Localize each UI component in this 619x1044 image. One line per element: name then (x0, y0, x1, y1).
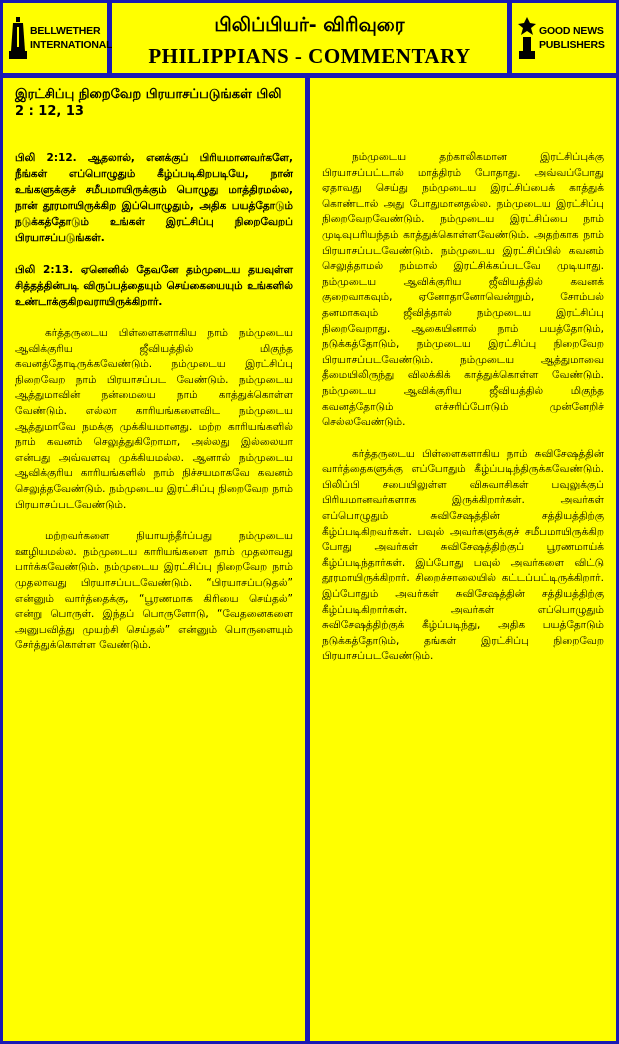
right-logo-line1: GOOD NEWS (539, 25, 604, 37)
right-logo-text (539, 24, 605, 52)
right-logo-line2: PUBLISHERS (539, 39, 605, 51)
left-column (3, 78, 305, 1041)
left-logo-line2: INTERNATIONAL (30, 39, 113, 51)
commentary-paragraph: மற்றவர்களை நியாயந்தீர்ப்பது நம்முடைய ஊழியமல்ல. நம்முடைய காரியங்களை நாம் முதலாவது பார்க்கவேண்டும். நம்முடைய இரட்சிப்பு நிறைவேற நாம் முதலாவது பிரயாசப்படவேண்டும். “பிரயாசப்படுதல்” என்னும் வார்த்தைக்கு, “பூரணமாக கிரியை செய்தல்” என்று பொருள். இந்தப் பொருளோடு, “வேதனைகளை அனுபவித்து முயற்சி செய்தல்” என்னும் பொருளையும் சேர்த்துக்கொள்ள வேண்டும். (15, 530, 293, 652)
title-english: PHILIPPIANS - COMMENTARY (148, 44, 471, 68)
bellwether-logo-icon (9, 17, 27, 59)
right-column (310, 78, 616, 1041)
section-heading: இரட்சிப்பு நிறைவேற பிரயாசப்படுங்கள் பிலி 2 : 12, 13 (15, 87, 282, 119)
commentary-paragraph: கர்த்தருடைய பிள்ளைகளாகிய நாம் நம்முடைய ஆவிக்குரிய ஜீவியத்தில் மிகுந்த கவனத்தோடிருக்கவேண்டும். நம்முடைய இரட்சிப்பு நிறைவேற நாம் பிரயாசப்பட வேண்டும். நம்முடைய ஆத்துமாவின் நன்மையை நாம் காத்துக்கொள்ள வேண்டும். எல்லா காரியங்களைவிட நம்முடைய ஆத்துமாவே நமக்கு முக்கியமானது. மற்ற காரியங்களில் நாம் கவனம் செலுத்துகிறோமா, அல்லது இல்லையா என்பது அவ்வளவு முக்கியமல்ல. ஆனால் நம்முடைய ஆவிக்குரிய காரியங்களில் நாம் நிச்சயமாகவே கவனம் செலுத்தவேண்டும். நம்முடைய இரட்சிப்பு நிறைவேற நாம் பிரயாசப்படவேண்டும். (15, 327, 293, 511)
good-news-logo-icon (518, 17, 536, 59)
verse-block: பிலி 2:13. ஏனெனில் தேவனே தம்முடைய தயவுள்ள சித்தத்தின்படி விருப்பத்தையும் செய்கையையும் உங்களில் உண்டாக்குகிறவராயிருக்கிறார். (15, 264, 293, 308)
left-logo-line1: BELLWETHER (30, 25, 101, 37)
commentary-paragraph: கர்த்தருடைய பிள்ளைகளாகிய நாம் சுவிசேஷத்தின் வார்த்தைகளுக்கு எப்போதும் கீழ்ப்படிந்திருக்கவேண்டும். பிலிப்பி சபையிலுள்ள விசுவாசிகள் பவுலுக்குப் பிரியமானவர்களாக இருக்கிறார்கள். அவர்கள் எப்பொழுதும் சுவிசேஷத்தின் சத்தியத்திற்கு கீழ்ப்படிகிறவர்கள். பவுல் அவர்களுக்குச் சமீபமாயிருக்கிற போது அவர்கள் சுவிசேஷத்திற்குப் பூரணமாய்க் கீழ்ப்படிந்தார்கள். இப்போது பவுல் அவர்களை விட்டு தூரமாயிருக்கிறார். சிறைச்சாலையில் கட்டப்பட்டிருக்கிறார். இப்போதும் அவர்கள் சுவிசேஷத்தின் சத்தியத்திற்கு கீழ்ப்படிகிறார்கள். அவர்கள் எப்பொழுதும் சுவிசேஷத்திற்குக் கீழ்ப்படிந்து, அதிக பயத்தோடும் நடுக்கத்தோடும், தங்கள் இரட்சிப்பு நிறைவேற பிரயாசப்படவேண்டும். (322, 447, 604, 663)
title-box (112, 3, 507, 73)
left-logo-text (30, 24, 112, 52)
verse-block: பிலி 2:12. ஆதலால், எனக்குப் பிரியமானவர்களே, நீங்கள் எப்பொழுதும் கீழ்ப்படிகிறபடியே, நான் உங்களுக்குச் சமீபமாயிருக்கும் பொழுது மாத்திரமல்ல, நான் தூரமாயிருக்கிற இப்பொழுதும், அதிக பயத்தோடும் நடுக்கத்தோடும் உங்கள் இரட்சிப்பு நிறைவேறப் பிரயாசப்படுங்கள். (15, 152, 293, 244)
title-tamil: பிலிப்பியர்- விரிவுரை (214, 14, 405, 36)
right-logo-box (512, 3, 616, 73)
left-logo-box (3, 3, 113, 73)
commentary-paragraph: நம்முடைய தற்காலிகமான இரட்சிப்புக்கு பிரயாசப்பட்டால் மாத்திரம் போதாது. அவ்வப்போது ஏதாவது செய்து நம்முடைய இரட்சிப்பைக் காத்துக் கொண்டால் அது போதுமானதல்ல. நம்முடைய இரட்சிப்பு நிறைவேறவேண்டும். நம்முடைய இரட்சிப்பை நாம் முடிவுபரியந்தம் காத்துக்கொள்ளவேண்டும். அதற்காக நாம் பிரயாசப்படவேண்டும். நம்முடைய இரட்சிப்பில் கவனம் செலுத்தாமல் நம்மால் இரட்சிக்கப்படவே முடியாது. நம்முடைய ஆவிக்குரிய ஜீவியத்தில் கவனக் குறைவாகவும், ஏனோதானோவென்றும், சோம்பல் தனமாகவும் ஜீவித்தால் நம்முடைய இரட்சிப்பு நிறைவேறாது. ஆகையினால் நாம் பயத்தோடும், நடுக்கத்தோடும், நம்முடைய இரட்சிப்பு நிறைவேற பிரயாசப்படவேண்டும். நம்முடைய ஆத்துமாவை தீமையிலிருந்து விலக்கிக் காத்துக்கொள்ள வேண்டும். நம்முடைய ஆவிக்குரிய ஜீவியத்தில் மிகுந்த கவனத்தோடும் எச்சரிப்போடும் முன்னேறிச் செல்லவேண்டும். (322, 151, 604, 429)
